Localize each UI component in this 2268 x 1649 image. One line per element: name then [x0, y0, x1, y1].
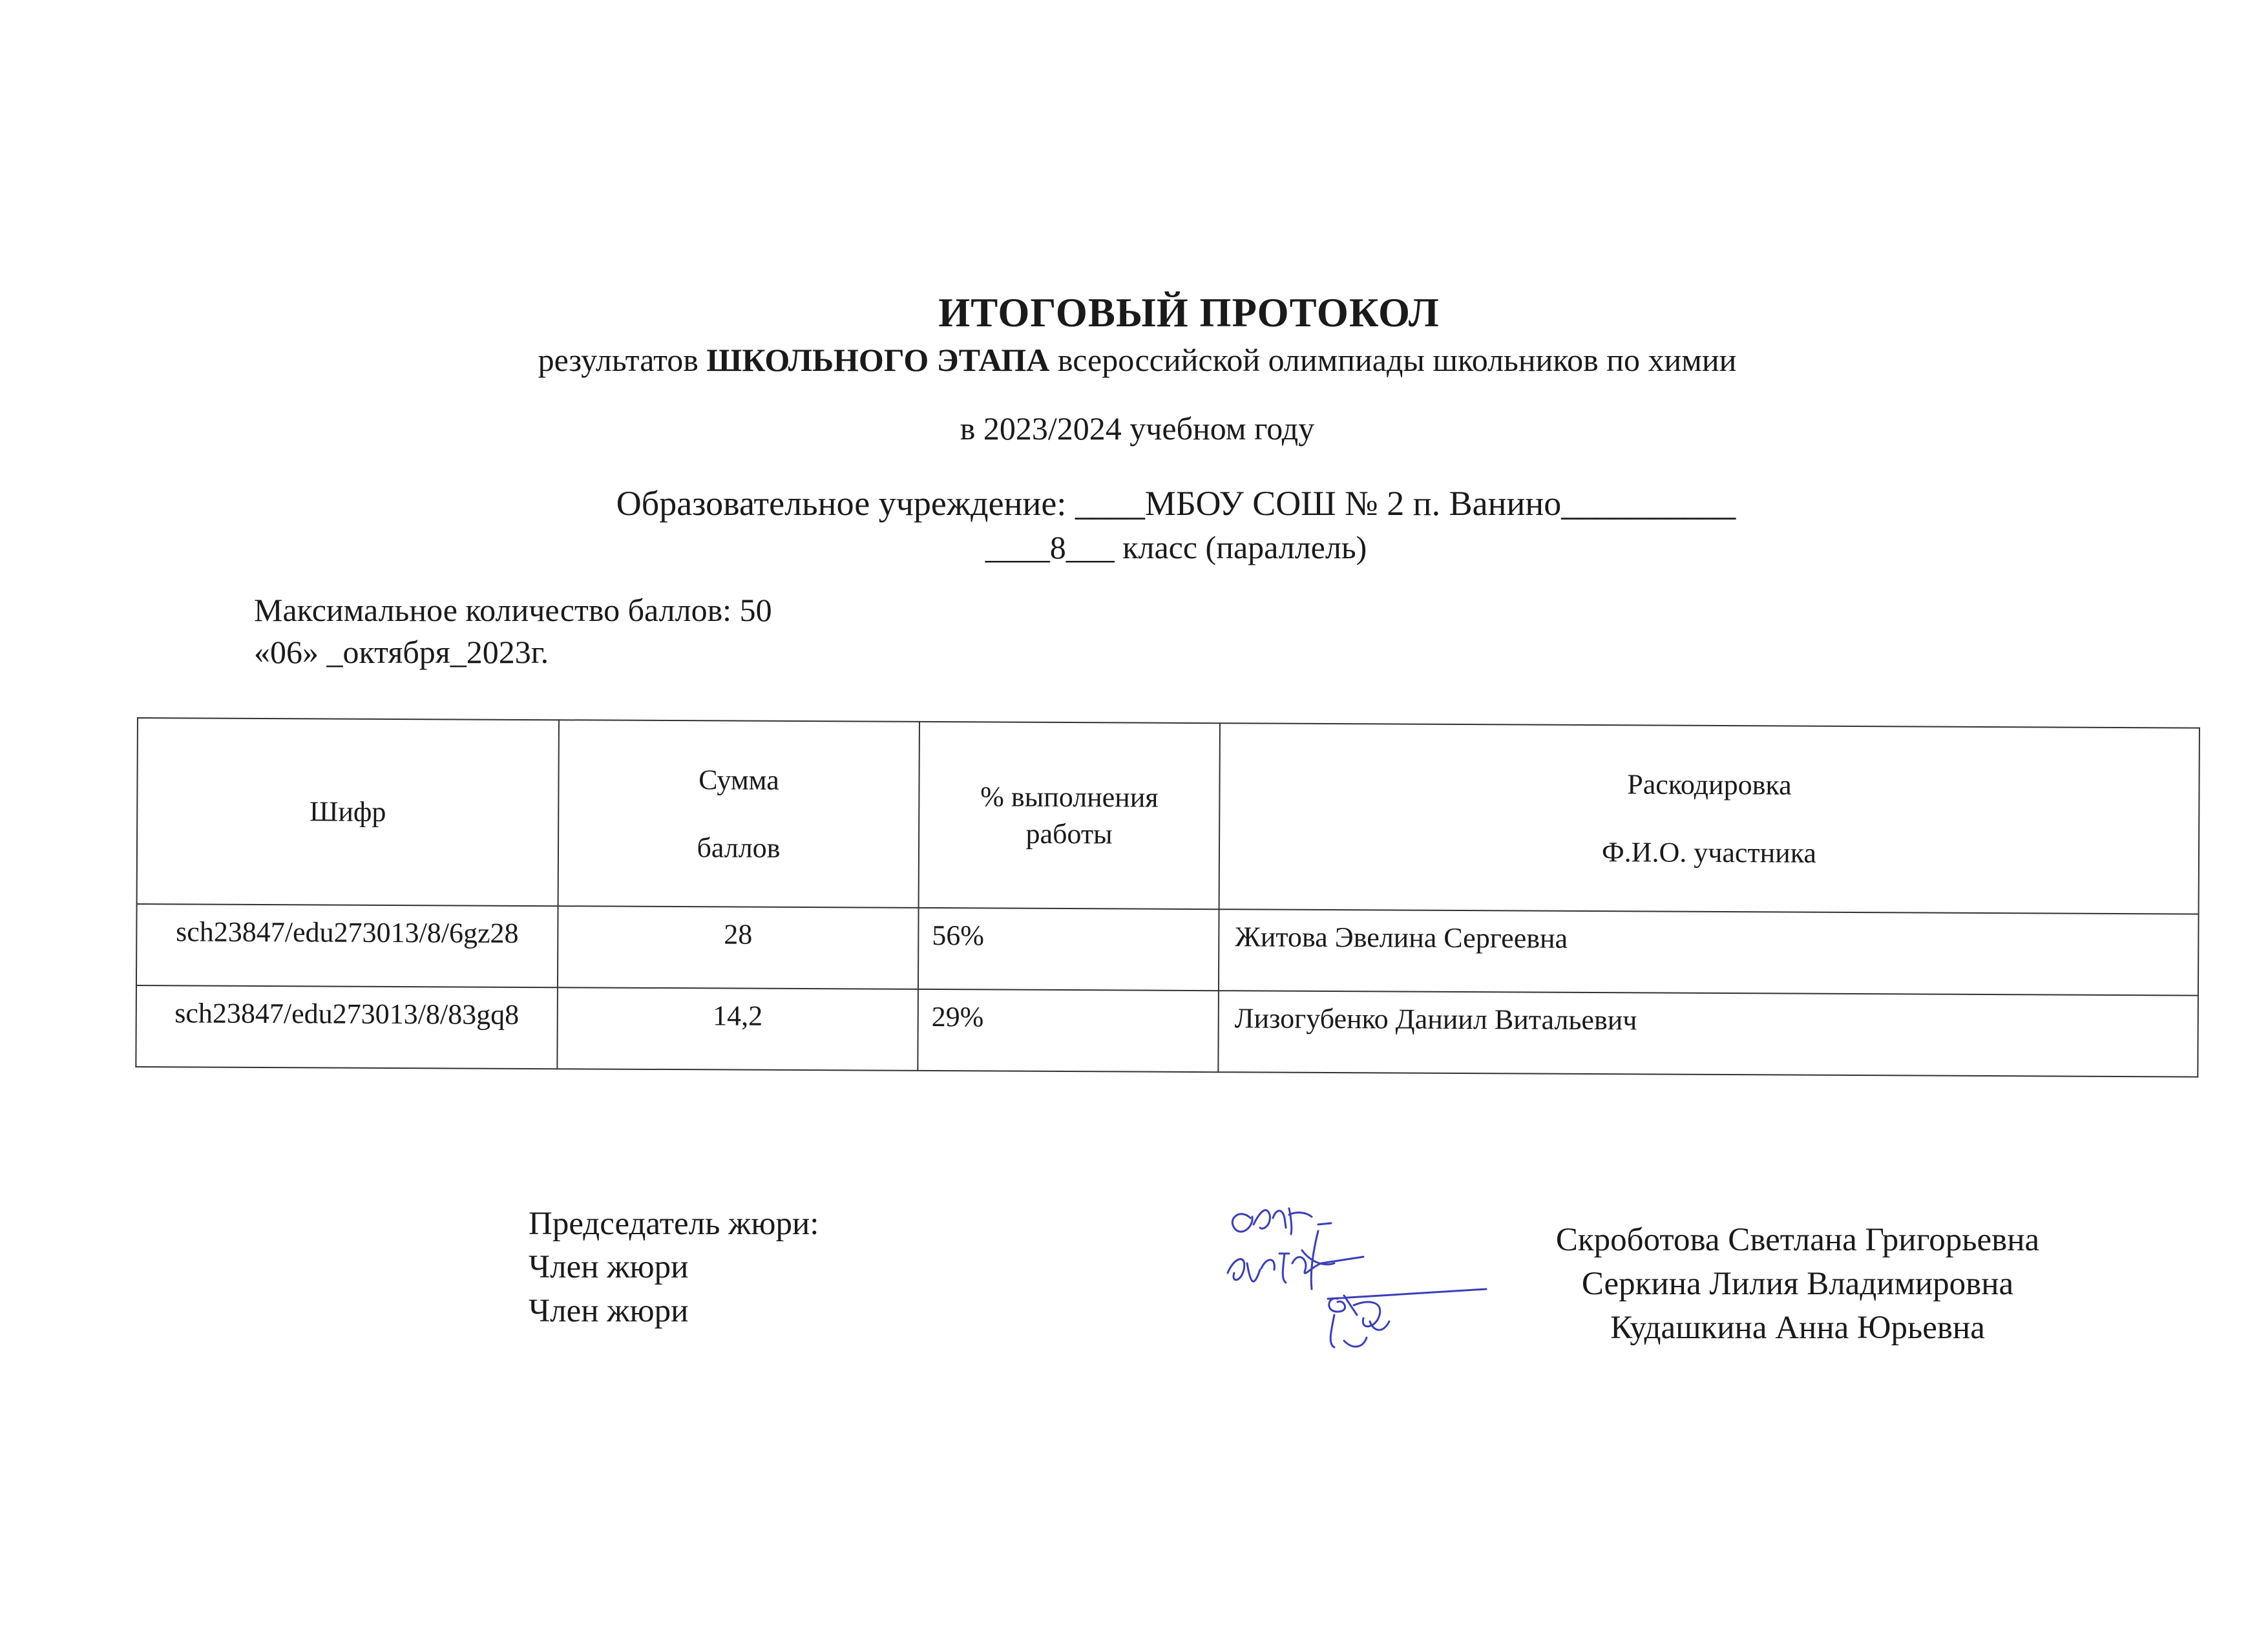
results-table [135, 717, 2200, 1078]
document-subtitle [0, 341, 2268, 379]
header-code: Шифр [137, 718, 559, 906]
jury-role-member: Член жюри [529, 1249, 689, 1285]
header-sum-line1: Сумма [698, 764, 779, 796]
header-sum-line2: баллов [697, 832, 781, 864]
date-line: «06» _октября_2023г. [254, 634, 549, 670]
cell-score: 14,2 [557, 987, 918, 1071]
document-title: ИТОГОВЫЙ ПРОТОКОЛ [938, 290, 1440, 335]
max-score-line: Максимальное количество баллов: 50 [254, 592, 772, 628]
jury-name-member: Серкина Лилия Владимировна [1581, 1266, 2014, 1302]
header-percent-line2: работы [1025, 817, 1113, 850]
class-line: ____8___ класс (параллель) [985, 529, 1367, 565]
header-percent-line1: % выполнения [980, 781, 1159, 814]
subtitle-prefix: результатов [538, 342, 707, 378]
table-row [136, 985, 2198, 1077]
header-percent [919, 722, 1220, 909]
header-decode-line2: Ф.И.О. участника [1601, 836, 1817, 869]
jury-name-chair: Скроботова Светлана Григорьевна [1555, 1222, 2040, 1258]
jury-name-member: Кудашкина Анна Юрьевна [1610, 1310, 1985, 1346]
header-sum [558, 720, 919, 908]
cell-percent: 29% [918, 989, 1219, 1072]
academic-year: в 2023/2024 учебном году [960, 410, 1315, 446]
handwritten-signatures [1215, 1192, 1512, 1386]
jury-role-member: Член жюри [529, 1293, 689, 1329]
header-decode-line1: Раскодировка [1627, 768, 1792, 801]
header-decode [1219, 723, 2200, 914]
cell-score: 28 [558, 906, 919, 989]
school-line: Образовательное учреждение: ____МБОУ СОШ № 2 п. Ванино__________ [616, 484, 1736, 523]
subtitle-suffix: всероссийской олимпиады школьников по химии [1049, 342, 1737, 378]
table-row [136, 904, 2199, 996]
cell-code: sch23847/edu273013/8/83gq8 [136, 985, 558, 1069]
subtitle-stage: ШКОЛЬНОГО ЭТАПА [706, 342, 1050, 378]
cell-name: Житова Эвелина Сергеевна [1219, 909, 2199, 995]
cell-percent: 56% [918, 908, 1219, 991]
cell-code: sch23847/edu273013/8/6gz28 [136, 904, 558, 987]
cell-name: Лизогубенко Даниил Витальевич [1218, 991, 2198, 1077]
table-header-row [137, 718, 2200, 914]
jury-role-chair: Председатель жюри: [529, 1206, 819, 1242]
